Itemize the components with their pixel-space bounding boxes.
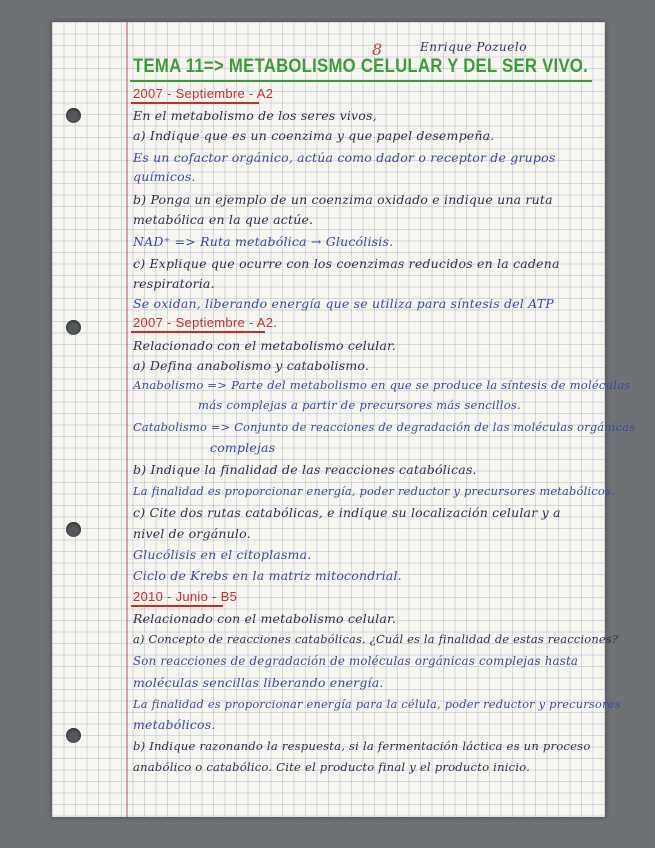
heading-underline: [131, 605, 223, 607]
answer-line: Se oxidan, liberando energía que se utiliza para síntesis del ATP: [133, 296, 554, 311]
question-line: b) Ponga un ejemplo de un coenzima oxidado e indique una ruta: [133, 192, 553, 207]
question-line: Relacionado con el metabolismo celular.: [133, 611, 396, 626]
margin-line: [126, 22, 128, 817]
binder-hole: [66, 108, 81, 123]
answer-line: metabólicos.: [133, 717, 216, 732]
question-line: a) Indique que es un coenzima y que papel desempeña.: [133, 128, 495, 143]
question-line: anabólico o catabólico. Cite el producto final y el producto inicio.: [133, 760, 531, 774]
answer-line: La finalidad es proporcionar energía, poder reductor y precursores metabólicos.: [133, 484, 615, 498]
question-line: En el metabolismo de los seres vivos,: [133, 108, 377, 123]
author-name: Enrique Pozuelo: [420, 40, 527, 54]
question-line: a) Defina anabolismo y catabolismo.: [133, 358, 370, 373]
page-title: TEMA 11=> METABOLISMO CELULAR Y DEL SER VIVO.: [133, 56, 589, 77]
binder-hole: [66, 522, 81, 537]
answer-line: más complejas a partir de precursores más sencillos.: [198, 398, 521, 412]
binder-hole: [66, 320, 81, 335]
heading-underline: [131, 331, 265, 333]
answer-line: moléculas sencillas liberando energía.: [133, 675, 384, 690]
title-underline: [130, 80, 592, 82]
answer-line: Son reacciones de degradación de moléculas orgánicas complejas hasta: [133, 654, 579, 668]
answer-line: Anabolismo => Parte del metabolismo en que se produce la síntesis de moléculas: [133, 378, 631, 392]
question-line: nivel de orgánulo.: [133, 526, 251, 541]
question-line: respiratoria.: [133, 276, 215, 291]
answer-line: químicos.: [133, 169, 196, 184]
heading-underline: [131, 102, 259, 104]
question-line: c) Cite dos rutas catabólicas, e indique su localización celular y a: [133, 505, 561, 520]
answer-line: Ciclo de Krebs en la matriz mitocondrial.: [133, 568, 402, 583]
question-line: metabólica en la que actúe.: [133, 212, 314, 227]
section-heading: 2007 - Septiembre - A2.: [133, 315, 278, 330]
question-line: b) Indique razonando la respuesta, si la fermentación láctica es un proceso: [133, 739, 591, 753]
question-line: a) Concepto de reacciones catabólicas. ¿Cuál es la finalidad de estas reacciones?: [133, 632, 619, 646]
question-line: c) Explique que ocurre con los coenzimas reducidos en la cadena: [133, 256, 560, 271]
answer-line: Es un cofactor orgánico, actúa como dador o receptor de grupos: [133, 150, 556, 165]
answer-line: La finalidad es proporcionar energía para la célula, poder reductor y precursores: [133, 697, 621, 711]
binder-hole: [66, 728, 81, 743]
answer-line: Glucólisis en el citoplasma.: [133, 547, 312, 562]
question-line: Relacionado con el metabolismo celular.: [133, 338, 396, 353]
answer-line: complejas: [210, 440, 276, 455]
section-heading: 2007 - Septiembre - A2: [133, 86, 274, 101]
section-heading: 2010 - Junio - B5: [133, 589, 238, 604]
grade-mark: 8: [372, 40, 383, 59]
answer-line: Catabolismo => Conjunto de reacciones de degradación de las moléculas orgánicas: [133, 420, 636, 434]
answer-line: NAD⁺ => Ruta metabólica → Glucólisis.: [133, 234, 394, 249]
question-line: b) Indique la finalidad de las reacciones catabólicas.: [133, 462, 477, 477]
